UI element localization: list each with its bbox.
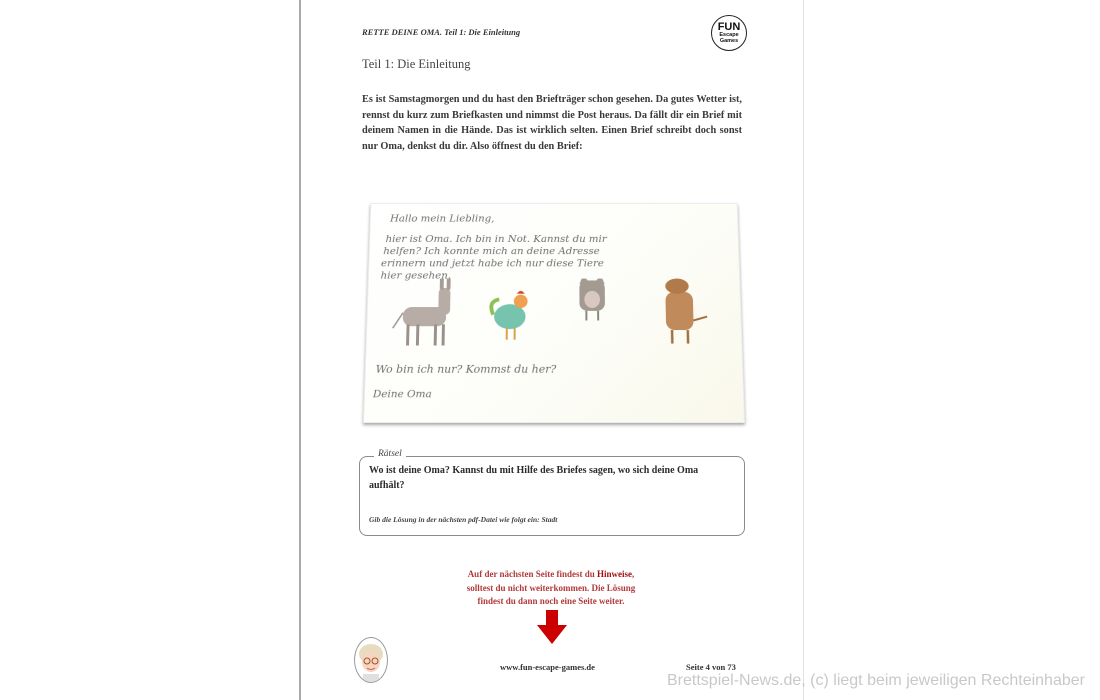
grandma-avatar-icon <box>354 637 388 683</box>
running-header: RETTE DEINE OMA. Teil 1: Die Einleitung <box>362 27 521 37</box>
raetsel-question: Wo ist deine Oma? Kannst du mit Hilfe des Briefes sagen, wo sich deine Oma aufhält? <box>369 465 699 491</box>
logo-text-games: Games <box>719 37 739 44</box>
hint-line1-post: , <box>632 569 635 579</box>
hint-line2: solltest du nicht weiterkommen. Die Lösung <box>466 582 636 593</box>
logo-text-escape: Escape <box>719 32 739 38</box>
animals-illustration <box>386 279 722 356</box>
dog-icon <box>665 279 708 344</box>
letter-signature: Deine Oma <box>372 388 432 401</box>
intro-paragraph: Es ist Samstagmorgen und du hast den Briefträger schon gesehen. Da gutes Wetter ist, rennst du kurz zum Briefkasten und nimmst die Post heraus. Da fällt dir ein Brief mit deinem Namen in die Hände. Das ist wirklich selten. Einen Brief schreibt doch sonst nur Oma, denkst du dir. Also öffnest du den Brief: <box>362 94 742 152</box>
raetsel-box <box>359 449 745 536</box>
letter-question: Wo bin ich nur? Kommst du her? <box>375 362 557 376</box>
document-page <box>299 0 804 700</box>
footer-url: www.fun-escape-games.de <box>500 662 595 672</box>
donkey-icon <box>392 279 451 346</box>
page-number: Seite 4 von 73 <box>686 662 736 672</box>
rooster-icon <box>491 291 528 340</box>
watermark: Brettspiel-News.de, (c) liegt beim jeweiligen Rechteinhaber <box>667 672 1085 689</box>
letter-image <box>363 203 745 423</box>
page-edge-divider <box>803 0 804 700</box>
hint-line3: findest du dann noch eine Seite weiter. <box>477 596 625 606</box>
letter-line: erinnern und jetzt habe ich nur diese Tiere <box>380 257 604 270</box>
letter-line: hier gesehen. <box>380 270 452 282</box>
raetsel-label: Rätsel <box>374 449 406 459</box>
logo-text-fun: FUN <box>717 21 741 33</box>
fun-escape-games-logo <box>711 15 747 51</box>
letter-line: helfen? Ich konnte mich an deine Adresse <box>383 245 600 257</box>
raetsel-hint: Gib die Lösung in der nächsten pdf-Datei wie folgt ein: Stadt <box>369 515 558 524</box>
letter-greeting: Hallo mein Liebling, <box>389 213 495 225</box>
hint-line1-pre: Auf der nächsten Seite findest du <box>467 569 598 579</box>
hint-line1-strong: Hinweise <box>597 569 633 579</box>
down-arrow-icon <box>537 610 567 644</box>
letter-line: hier ist Oma. Ich bin in Not. Kannst du mir <box>385 233 607 245</box>
cat-icon <box>579 279 605 321</box>
page-title: Teil 1: Die Einleitung <box>362 57 471 71</box>
hint-notice <box>401 568 701 609</box>
